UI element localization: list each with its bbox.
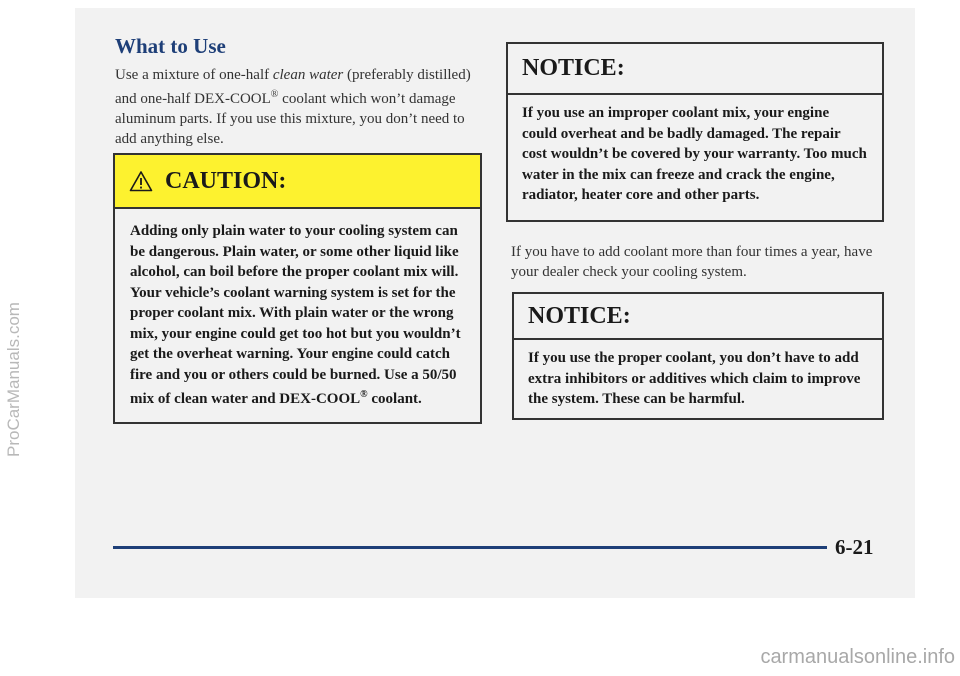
caution-box [113,153,482,424]
notice-title: NOTICE: [522,55,625,81]
footer-rule [113,546,827,549]
notice-box-proper-coolant [512,292,884,420]
intro-italic-phrase: clean water [272,67,344,83]
intro-text-end: coolant which won’t damage aluminum parts. If you use this mixture, you don’t need to add anything else. [115,91,465,147]
registered-mark: ® [270,89,279,100]
caution-text: Adding only plain water to your cooling system can be dangerous. Plain water, or some other liquid like alcohol, can boil before the proper coolant mix will. Your vehicle’s coolant warning system is set for the proper coolant mix. With plain water or the wrong mix, your engine could get too hot but you wouldn’t get the overheat warning. Your engine could catch fire and you or others could be burned. Use a 50/50 mix of clean water and DEX-COOL [130,223,461,407]
intro-paragraph [115,65,475,149]
caution-body [115,209,475,410]
notice-body: If you use an improper coolant mix, your engine could overheat and be badly damaged. The repair cost wouldn’t be covered by your warranty. Too much water in the mix can freeze and crack the engine, radiator, heater core and other parts. [522,105,867,203]
intro-text-start: Use a mixture of one-half [115,67,273,83]
caution-text-end: coolant. [367,391,422,407]
notice-header [514,294,882,340]
notice-header [508,44,882,95]
caution-registered-mark: ® [360,389,368,400]
notice-body: If you use the proper coolant, you don’t have to add extra inhibitors or additives which claim to improve the system. These can be harmful. [528,350,861,407]
bottom-watermark: carmanualsonline.info [760,646,955,668]
notice-box-improper-mix [506,42,884,222]
caution-title: CAUTION: [165,167,287,194]
caution-header [115,155,480,209]
notice-title: NOTICE: [528,302,631,329]
side-watermark: ProCarManuals.com [4,302,23,458]
intro-text-mid: (preferably distilled) and one-half DEX-COOL [115,67,471,107]
coolant-frequency-paragraph: If you have to add coolant more than four times a year, have your dealer check your cooling system. [511,244,873,280]
section-heading: What to Use [115,34,226,58]
page-number: 6-21 [835,535,874,559]
warning-triangle-icon [129,170,153,192]
